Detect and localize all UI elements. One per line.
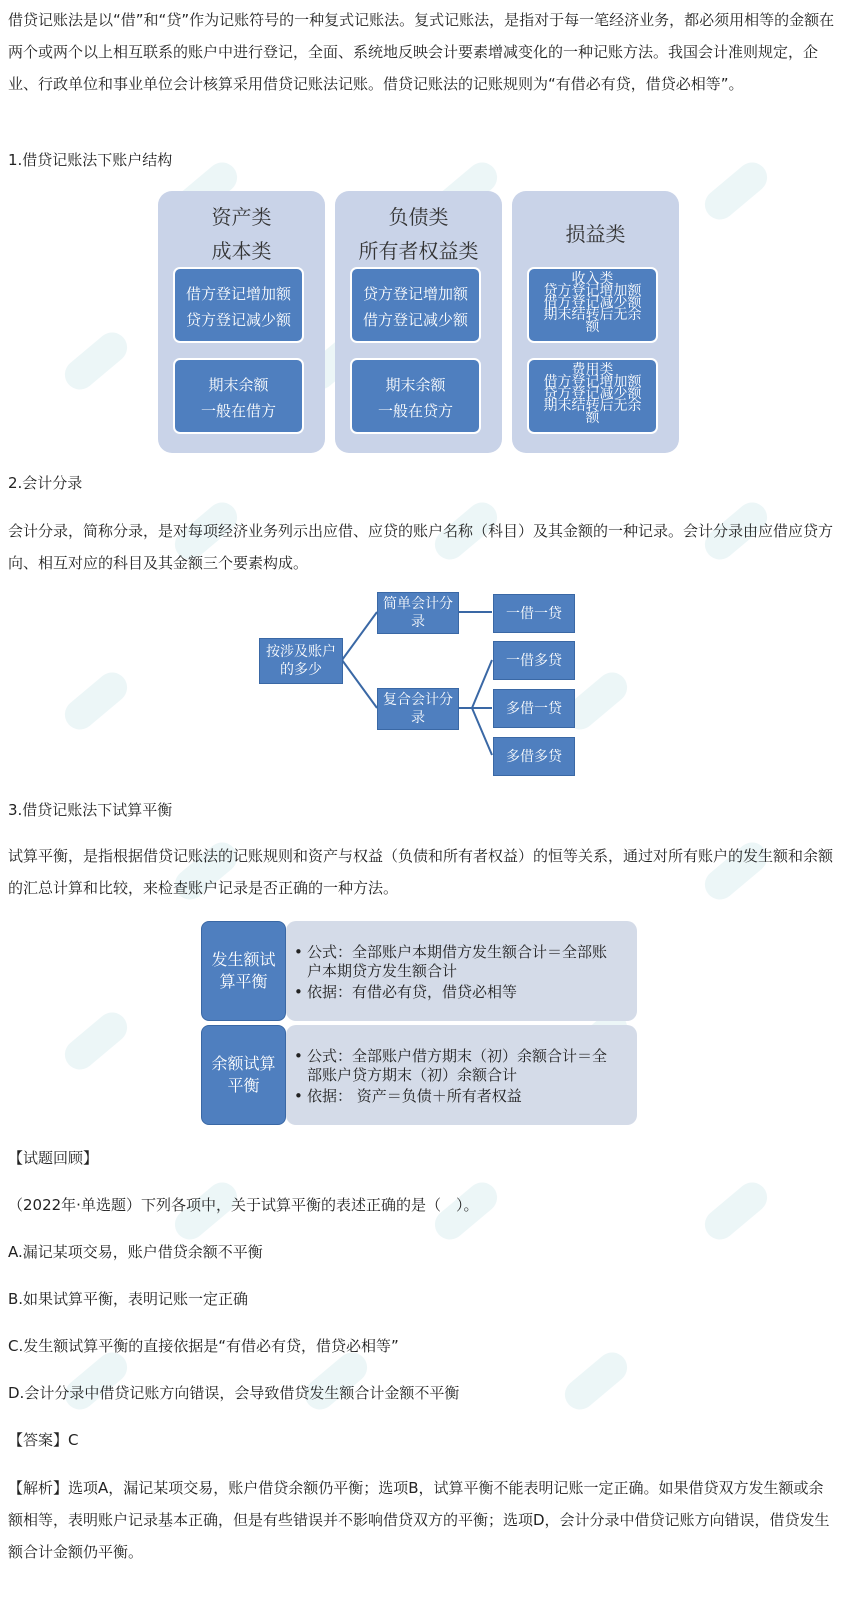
revenue-label: 收入类 xyxy=(571,271,614,287)
liability-title: 负债类 xyxy=(388,205,449,229)
option-c: C.发生额试算平衡的直接依据是“有借必有贷，借贷必相等” xyxy=(8,1337,399,1355)
cost-title: 成本类 xyxy=(211,239,272,263)
profit-loss-title: 损益类 xyxy=(565,222,626,246)
section2-paragraph: 会计分录，简称分录，是对每项经济业务列示出应借、应贷的账户名称（科目）及其金额的一种记录。会计分录由应借应贷方向、相互对应的科目及其金额三个要素构成。 xyxy=(8,522,834,572)
label-line: 余额试算 xyxy=(211,1054,276,1073)
expense-label: 费用类 xyxy=(571,362,614,378)
leaf-node: 多借一贷 xyxy=(493,689,575,728)
rule-line: 贷方登记增加额 xyxy=(543,283,642,299)
asset-title: 资产类 xyxy=(211,205,272,229)
rule-line: 借方登记减少额 xyxy=(362,311,468,329)
rule-line: 借方登记增加额 xyxy=(185,285,291,303)
rule-line: 贷方登记减少额 xyxy=(185,311,291,329)
basis-line: 依据： 资产＝负债＋所有者权益 xyxy=(307,1087,522,1105)
rule-line: 贷方登记增加额 xyxy=(362,285,468,303)
rule-line: 贷方登记减少额 xyxy=(543,386,642,402)
review-question: （2022年·单选题）下列各项中，关于试算平衡的表述正确的是（ ）。 xyxy=(8,1196,479,1214)
section3-heading: 3.借贷记账法下试算平衡 xyxy=(8,801,173,819)
occurrence-balance-label xyxy=(201,921,286,1021)
formula-line: 户本期贷方发生额合计 xyxy=(307,962,458,980)
rule-line: 借方登记增加额 xyxy=(543,374,642,390)
root-line: 的多少 xyxy=(280,662,322,678)
rule-line: 借方登记减少额 xyxy=(543,295,642,311)
analysis-paragraph: 【解析】选项A，漏记某项交易，账户借贷余额仍平衡；选项B，试算平衡不能表明记账一定正确。如果借贷双方发生额或余额相等，表明账户记录基本正确，但是有些错误并不影响借贷双方的平衡；选项D，会计分录中借贷记账方向错误，借贷发生额合计金额仍平衡。 xyxy=(8,1479,830,1561)
basis-line: 依据：有借必有贷，借贷必相等 xyxy=(307,983,518,1001)
option-b: B.如果试算平衡，表明记账一定正确 xyxy=(8,1290,249,1308)
balance-line: 期末余额 xyxy=(385,376,446,394)
review-title: 【试题回顾】 xyxy=(8,1149,99,1167)
label-line: 发生额试 xyxy=(211,950,276,969)
node-line: 简单会计分 xyxy=(383,596,453,612)
section2-heading: 2.会计分录 xyxy=(8,474,83,492)
bullet-dot: • xyxy=(294,943,303,961)
section1-heading: 1.借贷记账法下账户结构 xyxy=(8,151,173,169)
answer-text: 【答案】C xyxy=(8,1431,79,1449)
balance-trial-row xyxy=(201,1025,637,1125)
occurrence-balance-row xyxy=(201,921,637,1021)
rule-line: 额 xyxy=(585,319,600,335)
equity-title: 所有者权益类 xyxy=(358,239,479,263)
node-line: 录 xyxy=(411,614,425,630)
balance-line: 一般在借方 xyxy=(200,402,276,420)
node-line: 复合会计分 xyxy=(383,692,453,708)
node-line: 录 xyxy=(411,710,425,726)
intro-paragraph: 借贷记账法是以“借”和“贷”作为记账符号的一种复式记账法。复式记账法，是指对于每一笔经济业务，都必须用相等的金额在两个或两个以上相互联系的账户中进行登记，全面、系统地反映会计要素增减变化的一种记账方法。我国会计准则规定，企业、行政单位和事业单位会计核算采用借贷记账法记账。借贷记账法的记账规则为“有借必有贷，借贷必相等”。 xyxy=(8,11,835,93)
label-line: 平衡 xyxy=(227,1076,260,1095)
formula-line: 部账户贷方期末（初）余额合计 xyxy=(307,1066,518,1084)
entry-root-node xyxy=(259,638,343,684)
option-d: D.会计分录中借贷记账方向错误，会导致借贷发生额合计金额不平衡 xyxy=(8,1384,460,1402)
bullet-dot: • xyxy=(294,1087,303,1105)
simple-entry-node xyxy=(377,592,459,634)
formula-line: 公式：全部账户本期借方发生额合计＝全部账 xyxy=(307,943,608,961)
option-a: A.漏记某项交易，账户借贷余额不平衡 xyxy=(8,1243,263,1261)
leaf-node: 一借一贷 xyxy=(493,594,575,633)
balance-line: 一般在贷方 xyxy=(377,402,453,420)
rule-line: 期末结转后无余 xyxy=(543,398,642,414)
rule-line: 期末结转后无余 xyxy=(543,307,642,323)
label-line: 算平衡 xyxy=(219,972,268,991)
entry-connector-lines xyxy=(0,0,849,800)
bullet-dot: • xyxy=(294,983,303,1001)
leaf-node: 多借多贷 xyxy=(493,737,575,776)
balance-trial-label xyxy=(201,1025,286,1125)
formula-line: 公式：全部账户借方期末（初）余额合计＝全 xyxy=(307,1047,608,1065)
section3-paragraph: 试算平衡，是指根据借贷记账法的记账规则和资产与权益（负债和所有者权益）的恒等关系，通过对所有账户的发生额和余额的汇总计算和比较，来检查账户记录是否正确的一种方法。 xyxy=(8,847,834,897)
root-line: 按涉及账户 xyxy=(266,644,336,660)
leaf-node: 一借多贷 xyxy=(493,641,575,680)
compound-entry-node xyxy=(377,688,459,730)
rule-line: 额 xyxy=(585,410,600,426)
balance-line: 期末余额 xyxy=(208,376,269,394)
bullet-dot: • xyxy=(294,1047,303,1065)
